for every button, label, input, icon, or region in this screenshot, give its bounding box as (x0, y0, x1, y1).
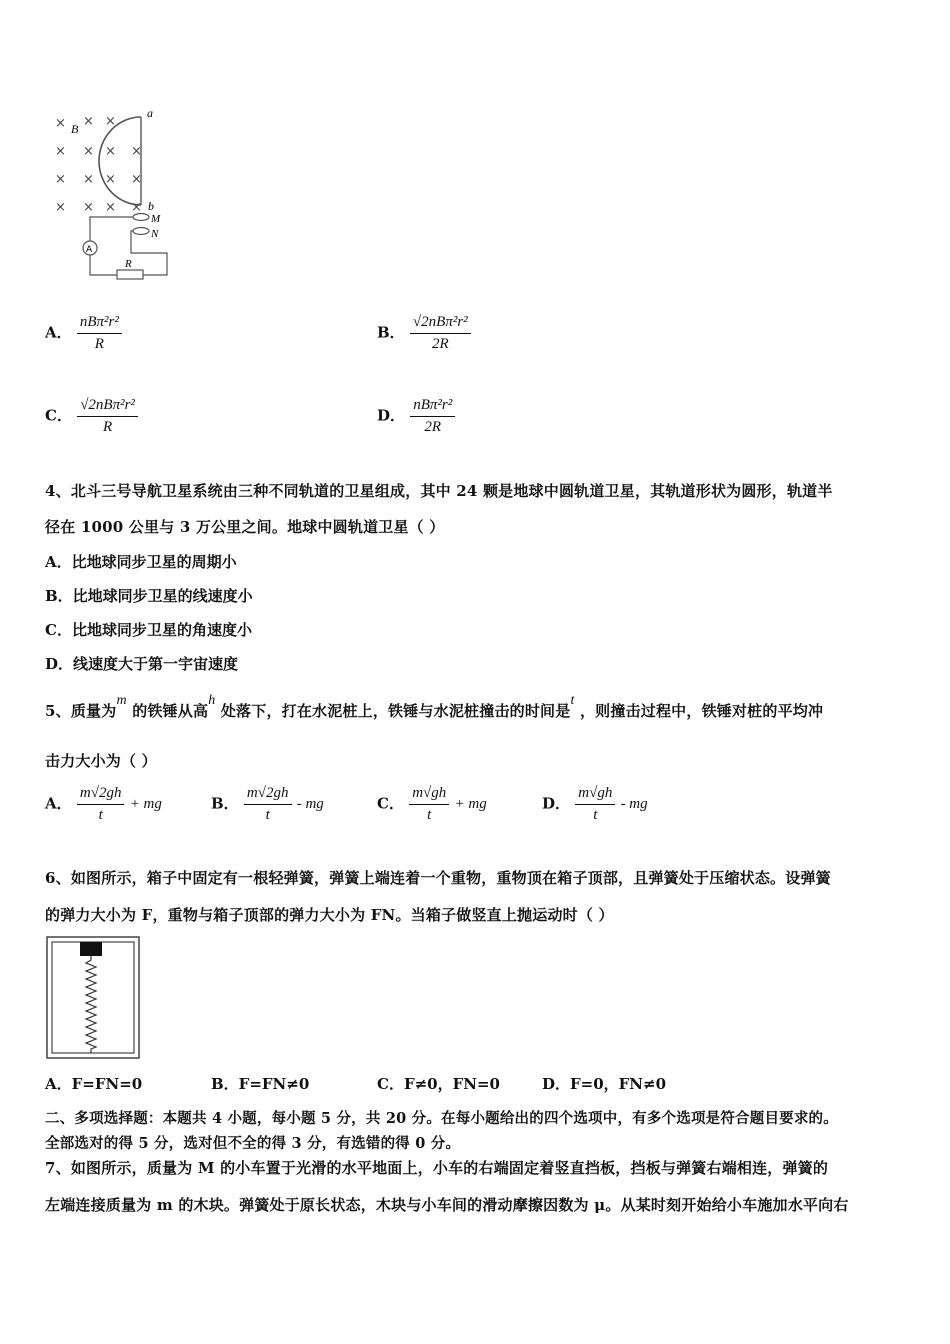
option-fraction: $\frac{m√2gh}{t}$ (244, 785, 292, 824)
q7-stem-line1: 7、如图所示，质量为 M 的小车置于光滑的水平地面上，小车的右端固定着竖直挡板，挡板与弹簧右端相连，弹簧的 (45, 1159, 829, 1177)
q6-option-a[interactable]: A．F=FN=0 (45, 1075, 143, 1093)
label-R: R (125, 258, 132, 270)
q3-option-b[interactable] (377, 314, 471, 353)
option-fraction: $\frac{m√gh}{t}$ (409, 785, 449, 824)
option-fraction: $\frac{\text{√2nBπ²r²}}{2R}$ (410, 314, 471, 353)
section2-heading-line1: 二、多项选择题：本题共 4 小题，每小题 5 分，共 20 分。在每小题给出的四个选项中，有多个选项是符合题目要求的。 (45, 1110, 838, 1127)
q3-option-c[interactable] (45, 397, 138, 436)
q4-option-c[interactable]: C．比地球同步卫星的角速度小 (45, 621, 252, 639)
svg-text:×: × (55, 144, 66, 159)
option-fraction: $\frac{m√gh}{t}$ (575, 785, 615, 824)
svg-text:×: × (55, 116, 66, 131)
slip-ring-N (133, 228, 149, 235)
q3-option-d[interactable] (377, 397, 455, 436)
resistor-R (117, 270, 143, 279)
spring-icon (86, 956, 96, 1053)
q5-option-d[interactable]: D． $\frac{m√gh}{t}$ - mg (542, 785, 648, 823)
q5-option-c[interactable]: C． $\frac{m√gh}{t}$ + mg (377, 785, 487, 823)
symbol-m: m (116, 693, 127, 708)
q6-option-b[interactable]: B．F=FN≠0 (211, 1075, 310, 1093)
svg-text:×: × (131, 200, 142, 215)
wire-left (90, 217, 133, 241)
q6-box-spring-figure (46, 936, 140, 1060)
q6-stem-line2: 的弹力大小为 F，重物与箱子顶部的弹力大小为 FN。当箱子做竖直上抛运动时（ ） (45, 906, 614, 924)
q5-stem-line2: 击力大小为（ ） (45, 752, 157, 770)
weight-block (80, 942, 102, 956)
svg-text:×: × (55, 200, 66, 215)
option-fraction: $\frac{\text{√2nBπ²r²}}{R}$ (77, 397, 138, 436)
q5-option-a[interactable]: A． $\frac{m√2gh}{t}$ + mg (45, 785, 162, 823)
q5-option-b[interactable]: B． $\frac{m√2gh}{t}$ - mg (211, 785, 324, 823)
svg-text:×: × (105, 144, 116, 159)
label-M: M (151, 213, 161, 225)
label-A: A (86, 245, 93, 255)
label-b: b (148, 199, 154, 213)
q6-option-d[interactable]: D．F=0，FN≠0 (542, 1075, 667, 1093)
option-label: A． (45, 323, 72, 342)
svg-text:×: × (131, 172, 142, 187)
svg-text:×: × (83, 200, 94, 215)
option-label: D． (377, 406, 406, 425)
option-fraction: $\frac{m√2gh}{t}$ (77, 785, 125, 824)
label-B: B (71, 122, 79, 136)
semicircle-loop (99, 117, 141, 205)
option-label: B． (377, 323, 405, 342)
q3-circuit-figure (45, 105, 185, 285)
label-N: N (151, 228, 159, 240)
option-fraction: $\frac{\text{nBπ²r²}}{2R}$ (410, 397, 455, 436)
svg-text:×: × (83, 172, 94, 187)
q4-option-a[interactable]: A．比地球同步卫星的周期小 (45, 553, 237, 571)
q6-option-c[interactable]: C．F≠0，FN=0 (377, 1075, 500, 1093)
q4-option-d[interactable]: D．线速度大于第一宇宙速度 (45, 655, 239, 673)
svg-text:×: × (131, 144, 142, 159)
svg-text:×: × (83, 114, 94, 129)
svg-text:×: × (83, 144, 94, 159)
q3-option-a[interactable] (45, 314, 122, 353)
q4-stem-line2: 径在 1000 公里与 3 万公里之间。地球中圆轨道卫星（ ） (45, 518, 445, 536)
svg-text:×: × (105, 172, 116, 187)
svg-text:×: × (105, 114, 116, 129)
option-fraction: $\frac{\text{nBπ²r²}}{R}$ (77, 314, 122, 353)
q4-option-b[interactable]: B．比地球同步卫星的线速度小 (45, 587, 253, 605)
svg-text:×: × (55, 172, 66, 187)
q4-stem-line1: 4、北斗三号导航卫星系统由三种不同轨道的卫星组成，其中 24 颗是地球中圆轨道卫星，其轨道形状为圆形，轨道半 (45, 482, 833, 500)
q7-stem-line2: 左端连接质量为 m 的木块。弹簧处于原长状态，木块与小车间的滑动摩擦因数为 μ。从某时刻开始给小车施加水平向右 (45, 1196, 849, 1214)
q6-stem-line1: 6、如图所示，箱子中固定有一根轻弹簧，弹簧上端连着一个重物，重物顶在箱子顶部，且弹簧处于压缩状态。设弹簧 (45, 869, 831, 887)
wire-bottom (90, 255, 117, 275)
wire-right (131, 231, 167, 275)
label-a: a (147, 106, 153, 120)
symbol-t: t (570, 693, 575, 708)
svg-text:×: × (105, 200, 116, 215)
symbol-h: h (208, 693, 216, 708)
option-label: C． (45, 406, 72, 425)
q5-stem-line1: 5、质量为m 的铁锤从高h 处落下，打在水泥桩上，铁锤与水泥桩撞击的时间是t ，则撞击过程中，铁锤对桩的平均冲 (45, 693, 824, 720)
section2-heading-line2: 全部选对的得 5 分，选对但不全的得 3 分，有选错的得 0 分。 (45, 1135, 461, 1152)
